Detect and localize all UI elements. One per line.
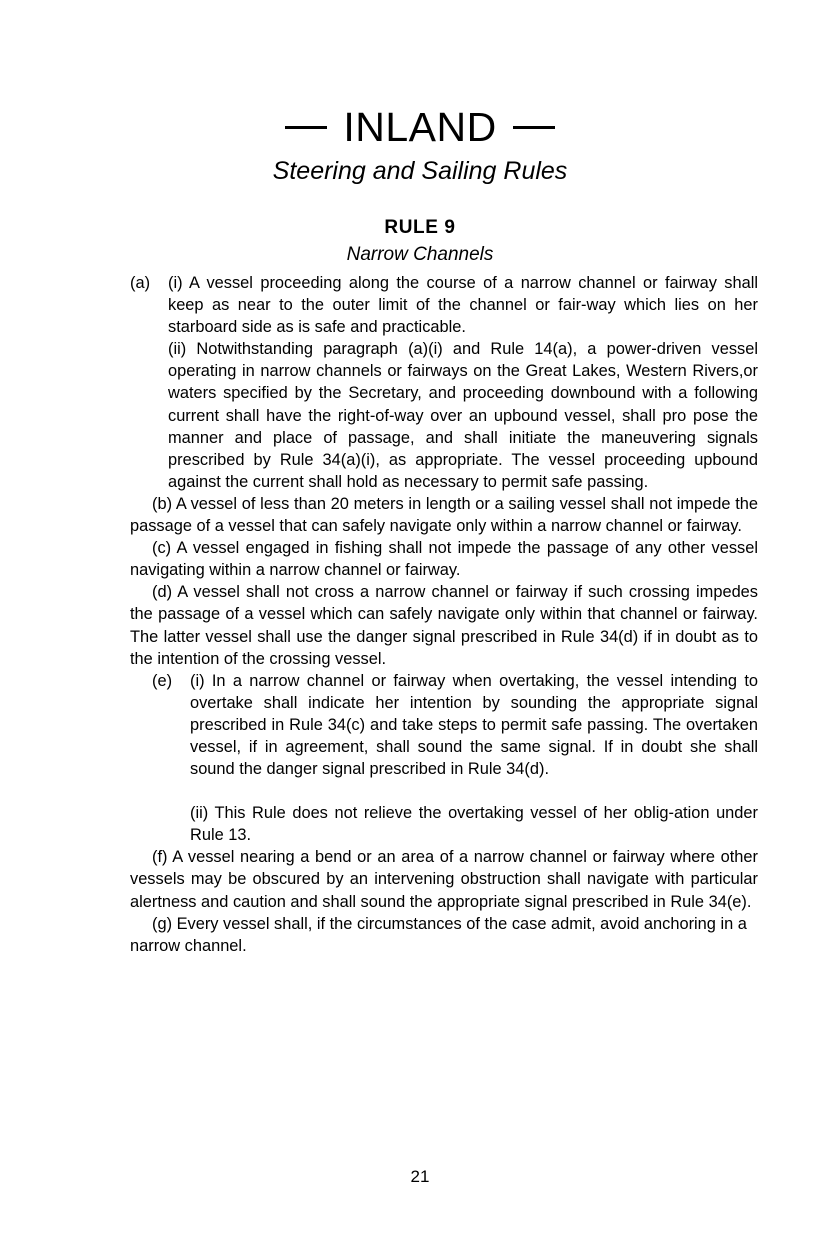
- document-header: [0, 104, 840, 186]
- paragraph-e-marker: (e): [152, 671, 173, 690]
- paragraph-a: [130, 272, 758, 493]
- paragraph-f: (f) A vessel nearing a bend or an area of a narrow channel or fairway where other vessels may be obscured by an intervening obstruction shall navigate with particular alertness and caution and shall sound the appropriate signal prescribed in Rule 34(e).: [130, 848, 758, 911]
- left-dash-icon: [285, 126, 327, 129]
- right-dash-icon: [513, 126, 555, 129]
- page-title: INLAND: [343, 104, 497, 150]
- title-row: [0, 104, 840, 150]
- paragraph-e: [130, 670, 758, 847]
- paragraph-e-ii: (ii) This Rule does not relieve the overtaking vessel of her oblig-ation under Rule 13.: [190, 804, 758, 845]
- paragraph-e-i: (i) In a narrow channel or fairway when overtaking, the vessel intending to overtake shall indicate her intention by sounding the appropriate signal prescribed in Rule 34(c) and take steps to permit safe passing. The overtaken vessel, if in agreement, shall sound the same signal. If in doubt she shall sound the danger signal prescribed in Rule 34(d).: [190, 671, 758, 779]
- page-subtitle: Steering and Sailing Rules: [272, 157, 568, 185]
- paragraph-c: (c) A vessel engaged in fishing shall not impede the passage of any other vessel navigating within a narrow channel or fairway.: [130, 539, 758, 580]
- paragraph-e-spacer: [190, 780, 758, 802]
- paragraph-a-marker: (a): [130, 274, 151, 292]
- paragraph-b: (b) A vessel of less than 20 meters in length or a sailing vessel shall not impede the passage of a vessel that can safely navigate only within a narrow channel or fairway.: [130, 494, 758, 536]
- page-number: 21: [410, 1167, 430, 1186]
- paragraph-g: (g) Every vessel shall, if the circumstances of the case admit, avoid anchoring in a narrow channel.: [130, 914, 747, 955]
- paragraph-a-ii: (ii) Notwithstanding paragraph (a)(i) and Rule 14(a), a power-driven vessel operating in narrow channels or fairways on the Great Lakes, Western Rivers,or waters specified by the Secretary, and proceeding downbound with a following current shall have the right-of-way over an upbound vessel, shall pro pose the manner and place of passage, and shall initiate the maneuvering signals prescribed by Rule 34(a)(i), as appropriate. The vessel proceeding upbound against the current shall hold as necessary to permit safe passing.: [168, 340, 758, 491]
- body-text-column: [130, 272, 758, 957]
- rule-number: RULE 9: [384, 217, 456, 238]
- paragraph-d: (d) A vessel shall not cross a narrow channel or fairway if such crossing impedes the passage of a vessel which can safely navigate only within that channel or fairway. The latter vessel shall use the danger signal prescribed in Rule 34(d) if in doubt as to the intention of the crossing vessel.: [130, 583, 758, 668]
- rule-heading: [0, 216, 840, 267]
- paragraph-a-i: (i) A vessel proceeding along the course of a narrow channel or fairway shall keep as near to the outer limit of the channel or fair-way which lies on her starboard side as is safe and practicable.: [168, 274, 758, 337]
- rule-name: Narrow Channels: [346, 244, 494, 265]
